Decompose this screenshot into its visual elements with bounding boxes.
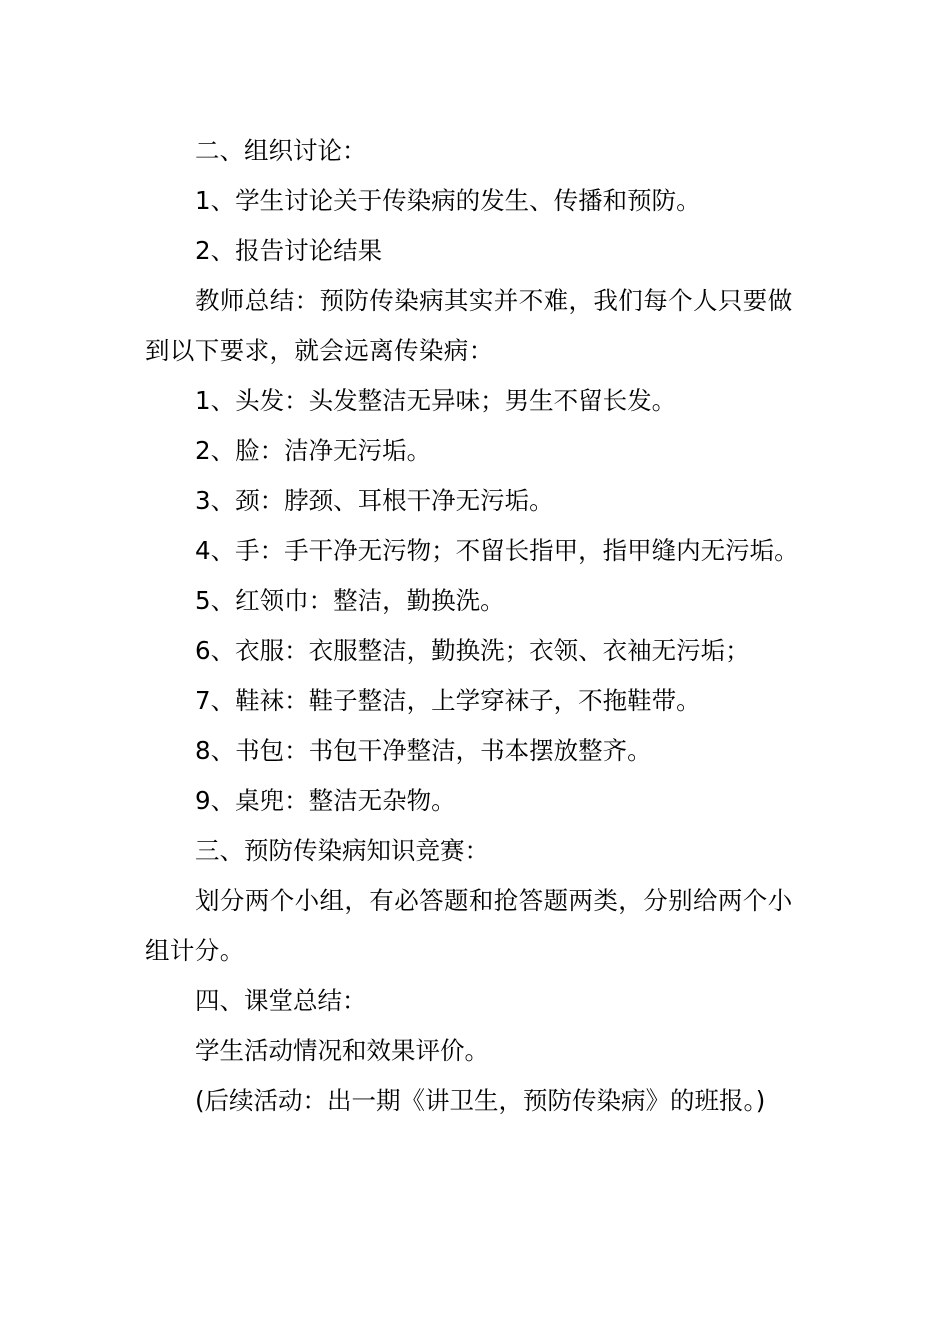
list-item: 7、鞋袜：鞋子整洁，上学穿袜子，不拖鞋带。 [195, 686, 701, 715]
list-item: 4、手：手干净无污物；不留长指甲，指甲缝内无污垢。 [195, 536, 799, 565]
summary-paragraph: 学生活动情况和效果评价。 [195, 1036, 489, 1065]
list-item: 3、颈：脖颈、耳根干净无污垢。 [195, 486, 554, 515]
list-item: 1、头发：头发整洁无异味；男生不留长发。 [195, 386, 677, 415]
list-item: 6、衣服：衣服整洁，勤换洗；衣领、衣袖无污垢； [195, 636, 750, 665]
list-item: 2、报告讨论结果 [195, 236, 383, 265]
list-item: 2、脸：洁净无污垢。 [195, 436, 432, 465]
list-item: 8、书包：书包干净整洁，书本摆放整齐。 [195, 736, 652, 765]
section-heading-discussion: 二、组织讨论： [195, 136, 367, 165]
list-item: 9、桌兜：整洁无杂物。 [195, 786, 456, 815]
section-heading-summary: 四、课堂总结： [195, 986, 367, 1015]
followup-activity-paragraph: (后续活动：出一期《讲卫生，预防传染病》的班报。) [195, 1086, 766, 1115]
teacher-summary-paragraph: 教师总结：预防传染病其实并不难，我们每个人只要做到以下要求，就会远离传染病： [145, 286, 793, 365]
document-body [145, 126, 810, 1126]
list-item: 5、红领巾：整洁，勤换洗。 [195, 586, 505, 615]
quiz-description-paragraph: 划分两个小组，有必答题和抢答题两类，分别给两个小组计分。 [145, 886, 793, 965]
list-item: 1、学生讨论关于传染病的发生、传播和预防。 [195, 186, 701, 215]
section-heading-quiz: 三、预防传染病知识竞赛： [195, 836, 489, 865]
